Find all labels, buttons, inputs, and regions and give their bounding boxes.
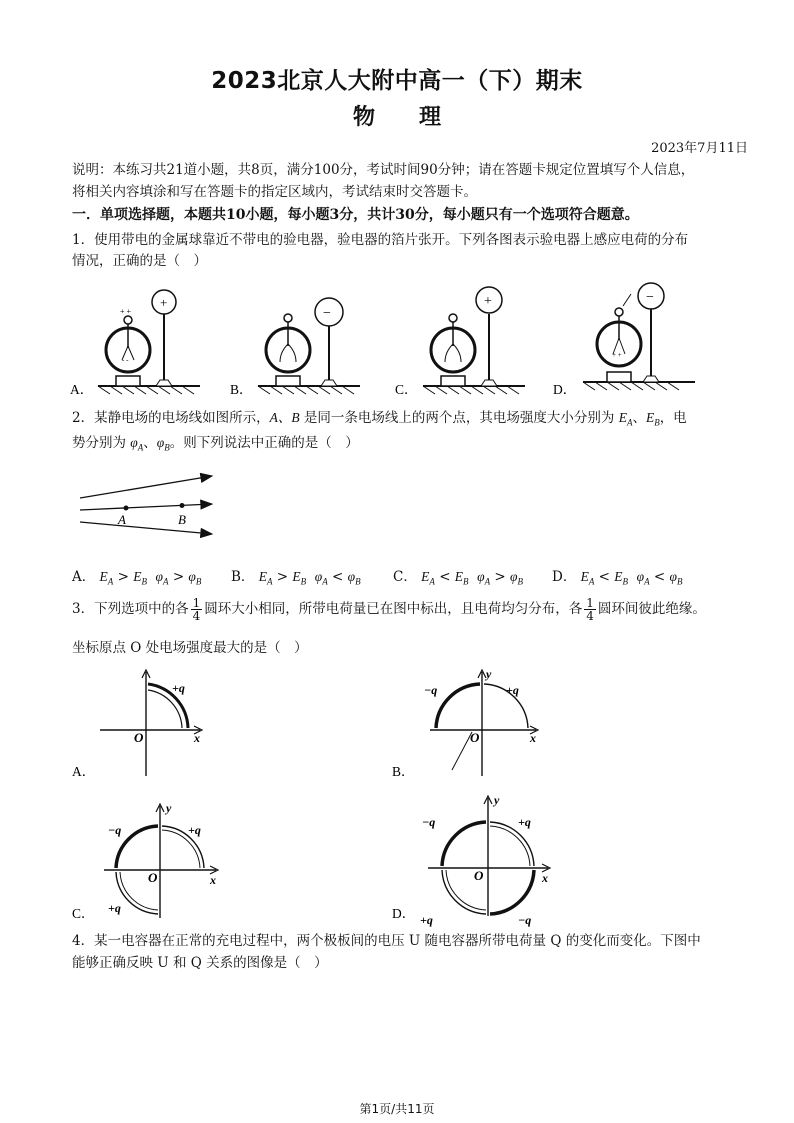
q3-figure-a <box>100 670 202 776</box>
q3-text-line-1 <box>72 597 706 622</box>
q2-ea-symbol: E <box>618 410 627 425</box>
section-heading: 一．单项选择题，本题共10小题，每小题3分，共计30分，每小题只有一个选项符合题意。 <box>72 207 639 223</box>
q3-option-a: A． <box>72 764 96 779</box>
q1-text-line-1: 1．使用带电的金属球靠近不带电的验电器，验电器的箔片张开。下列各图表示验电器上感应电荷的分布 <box>72 232 689 248</box>
q2-text-line-2 <box>72 431 359 453</box>
q2-option-b: B． $E_A > E_B$ $\varphi_A < \varphi_B$ <box>231 569 361 587</box>
page-title: 2023北京人大附中高一（下）期末 <box>211 68 583 94</box>
exam-date: 2023年7月11日 <box>651 141 748 156</box>
q1-ball-sign-c: + <box>484 294 492 309</box>
svg-text:−q: −q <box>424 683 438 697</box>
q2-ea-sub: A <box>626 417 633 428</box>
q2-option-a: A． $E_A > E_B$ $\varphi_A > \varphi_B$ <box>72 569 202 587</box>
svg-text:y: y <box>486 667 492 681</box>
q3-option-d: D． <box>392 906 416 921</box>
instructions-line-1: 说明：本练习共21道小题，共8页，满分100分，考试时间90分钟；请在答题卡规定位置填写个人信息， <box>72 162 695 178</box>
q2-eb-sub: B <box>654 417 660 428</box>
instructions-line-2: 将相关内容填涂和写在答题卡的指定区域内，考试结束时交答题卡。 <box>72 184 477 200</box>
q2-line2-part-2: 。则下列说法中正确的是（ ） <box>169 435 359 451</box>
q1-ball-sign-b: − <box>323 306 331 321</box>
q1-figure-d <box>583 283 695 390</box>
svg-text:O: O <box>134 730 144 745</box>
q3-line1-part-1: 3．下列选项中的各 <box>72 601 189 617</box>
q1-option-d: D． <box>553 382 577 397</box>
q3-fraction-1: $\frac{1}{4}$ <box>192 596 201 623</box>
q4-text-line-1: 4．某一电容器在正常的充电过程中，两个极板间的电压 U 随电容器所带电荷量 Q 的变化而变化。下图中 <box>72 933 701 949</box>
svg-text:+ +: + + <box>612 351 622 359</box>
subject-char-2: 理 <box>419 105 442 130</box>
svg-text:+q: +q <box>420 913 433 927</box>
q2-point-b-label: B <box>178 512 186 527</box>
q2-phib-sub: B <box>164 442 170 453</box>
q1-figure-b <box>258 298 360 394</box>
q2-line1-part-2: 是同一条电场线上的两个点，其电场强度大小分别为 <box>299 410 619 426</box>
q3-text-line-2: 坐标原点 O 处电场强度最大的是（ ） <box>72 640 308 656</box>
svg-text:x: x <box>542 871 548 885</box>
q3-fraction-2: $\frac{1}{4}$ <box>586 596 594 623</box>
q2-eb-symbol: E <box>645 410 655 425</box>
svg-text:+q: +q <box>506 683 519 697</box>
svg-text:+ +: + + <box>120 307 132 316</box>
page-number: 第1页/共11页 <box>359 1102 435 1116</box>
q2-point-a-label: A <box>118 512 126 527</box>
q2-phib-symbol: φ <box>156 435 165 450</box>
q3-line1-part-2: 圆环大小相同，所带电荷量已在图中标出，且电荷均匀分布，各 <box>204 601 583 617</box>
q3-option-c: C． <box>72 906 95 921</box>
svg-text:−q: −q <box>422 815 436 829</box>
svg-text:x: x <box>210 873 216 887</box>
svg-text:−q: −q <box>518 913 532 927</box>
q1-option-b: B． <box>230 382 253 397</box>
q3-figure-b <box>424 667 538 776</box>
q2-line1-end: ，电 <box>659 410 687 426</box>
q2-field-lines-figure <box>78 470 228 540</box>
svg-text:−q: −q <box>108 823 122 837</box>
q1-text-line-2: 情况，正确的是（ ） <box>72 253 207 269</box>
subject-title <box>0 100 794 131</box>
q1-option-c: C． <box>395 382 418 397</box>
q2-option-c: C． $E_A < E_B$ $\varphi_A > \varphi_B$ <box>393 569 523 587</box>
q3-figure-c <box>104 801 218 918</box>
q3-figure-d <box>420 793 550 927</box>
svg-text:y: y <box>494 793 500 807</box>
svg-text:O: O <box>474 868 484 883</box>
svg-text:+q: +q <box>172 681 185 695</box>
svg-text:+q: +q <box>518 815 531 829</box>
q1-figure-c <box>423 287 525 394</box>
q1-option-a: A． <box>70 382 94 397</box>
svg-text:x: x <box>194 731 200 745</box>
q2-option-d: D． $E_A < E_B$ $\varphi_A < \varphi_B$ <box>552 569 683 587</box>
svg-text:O: O <box>148 870 158 885</box>
svg-text:y: y <box>166 801 172 815</box>
q2-sep-2: 、 <box>143 435 157 451</box>
svg-text:+q: +q <box>188 823 201 837</box>
q1-ball-sign-a: + <box>160 295 168 310</box>
q3-line1-part-3: 圆环间彼此绝缘。 <box>597 601 706 617</box>
q2-points-ab: A、B <box>269 410 300 425</box>
q2-text-line-1 <box>72 406 687 428</box>
q2-sep-1: 、 <box>632 410 646 426</box>
q2-phia-sub: A <box>137 442 144 453</box>
svg-text:+q: +q <box>108 901 121 915</box>
q2-phia-symbol: φ <box>130 435 138 450</box>
q4-text-line-2: 能够正确反映 U 和 Q 关系的图像是（ ） <box>72 955 328 971</box>
q3-figures <box>70 667 590 927</box>
q2-line2-part-1: 势分别为 <box>72 435 131 451</box>
svg-text:- -: - - <box>122 356 129 364</box>
q1-figures <box>70 282 730 402</box>
q2-line1-part-1: 2．某静电场的电场线如图所示， <box>72 410 270 426</box>
svg-text:O: O <box>470 730 480 745</box>
q1-ball-sign-d: − <box>646 290 654 305</box>
q1-figure-a <box>98 290 200 394</box>
q3-option-b: B． <box>392 764 415 779</box>
subject-char-1: 物 <box>352 105 375 130</box>
svg-text:x: x <box>530 731 536 745</box>
